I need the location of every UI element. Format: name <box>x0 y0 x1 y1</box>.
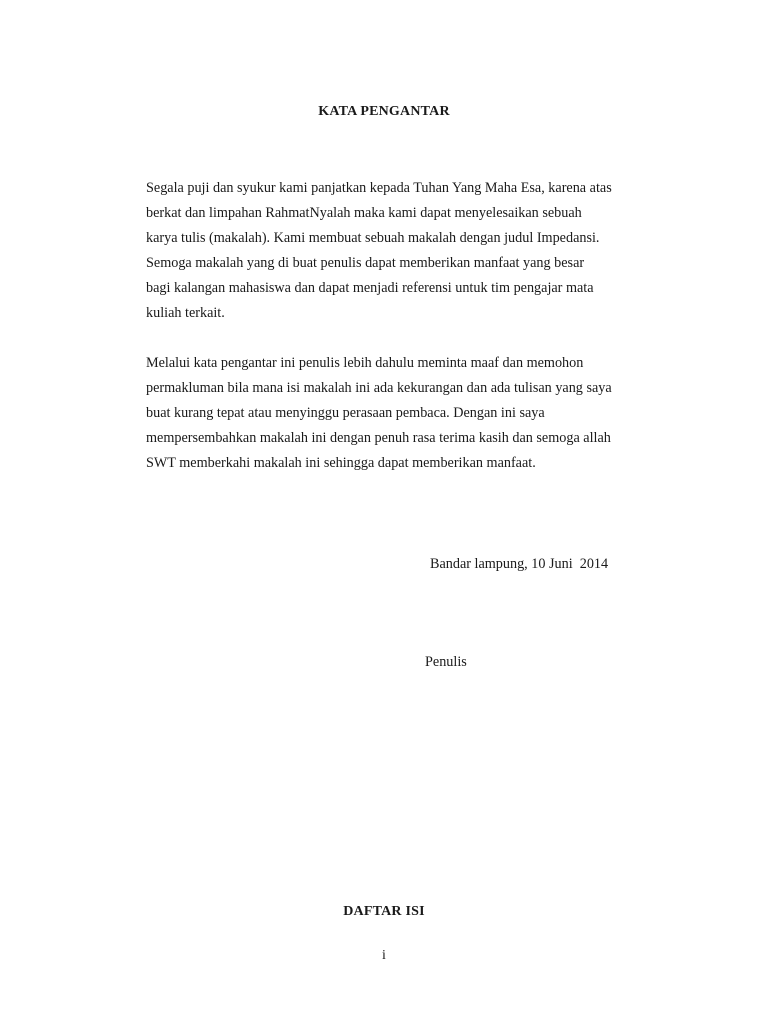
paragraph-line: buat kurang tepat atau menyinggu perasaan pembaca. Dengan ini saya <box>146 405 545 421</box>
paragraph-line: bagi kalangan mahasiswa dan dapat menjadi referensi untuk tim pengajar mata <box>146 280 594 296</box>
page-number: i <box>382 948 386 963</box>
author-signature: Penulis <box>425 654 467 670</box>
paragraph-line: permakluman bila mana isi makalah ini ada kekurangan dan ada tulisan yang saya <box>146 380 612 396</box>
next-section-heading: DAFTAR ISI <box>343 904 425 919</box>
paragraph-preface-1 <box>146 176 666 326</box>
place-date: Bandar lampung, 10 Juni 2014 <box>430 556 609 572</box>
paragraph-line: karya tulis (makalah). Kami membuat sebuah makalah dengan judul Impedansi. <box>146 230 600 246</box>
paragraph-line: kuliah terkait. <box>146 305 225 321</box>
paragraph-line: Segala puji dan syukur kami panjatkan kepada Tuhan Yang Maha Esa, karena atas <box>146 180 612 196</box>
paragraph-line: Semoga makalah yang di buat penulis dapat memberikan manfaat yang besar <box>146 255 585 271</box>
paragraph-line: mempersembahkan makalah ini dengan penuh rasa terima kasih dan semoga allah <box>146 430 611 446</box>
paragraph-line: Melalui kata pengantar ini penulis lebih dahulu meminta maaf dan memohon <box>146 355 584 371</box>
page-title: KATA PENGANTAR <box>318 104 450 119</box>
paragraph-preface-2 <box>146 351 666 476</box>
paragraph-line: berkat dan limpahan RahmatNyalah maka kami dapat menyelesaikan sebuah <box>146 205 582 221</box>
paragraph-line: SWT memberkahi makalah ini sehingga dapat memberikan manfaat. <box>146 455 536 471</box>
